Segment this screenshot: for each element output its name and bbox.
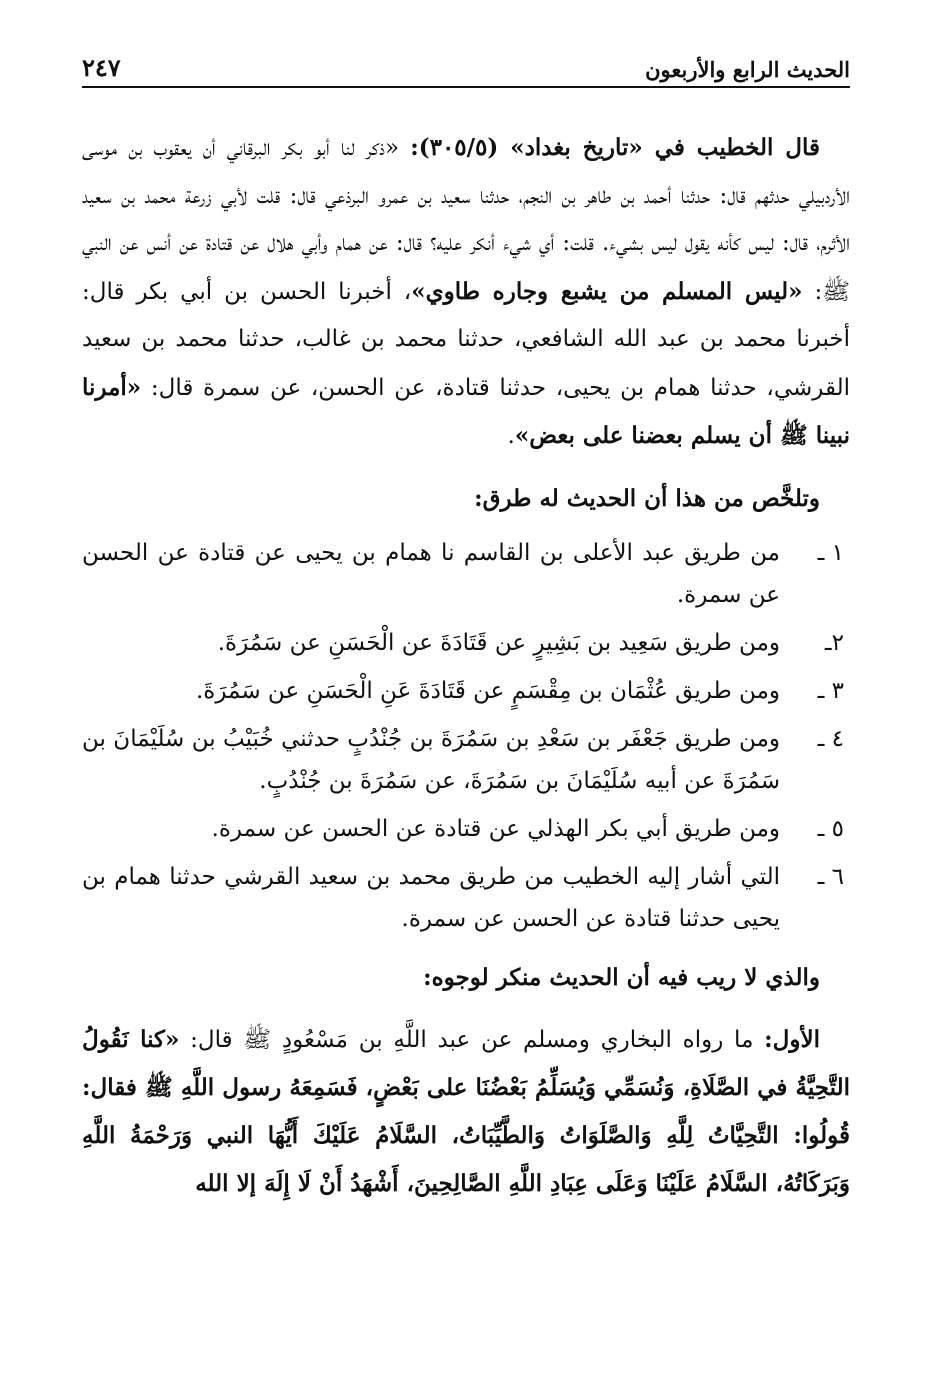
list-item-number: ٢ـ xyxy=(824,630,844,656)
hadith-quote: «كنا نَقُولُ التَّحِيَّةُ في الصَّلَاةِ، وَنُسَمِّي وَيُسَلِّمُ بَعْضُنَا على بَعْضٍ، فَسَمِعَهُ رسول اللَّهِ ﷺ فقال: قُولُوا: التَّحِيَّاتُ لِلَّهِ وَالصَّلَوَاتُ وَالطَّيِّبَاتُ، السَّلَامُ عَلَيْكَ أَيُّهَا النبي وَرَحْمَةُ اللَّهِ وَبَرَكَاتُهُ، السَّلَامُ عَلَيْنَا وَعَلَى عِبَادِ اللَّهِ الصَّالِحِينَ، أَشْهَدُ أَنْ لَا إِلَهَ إلا الله xyxy=(82,1025,850,1197)
list-item-number: ٤ ـ xyxy=(817,726,844,752)
list-item xyxy=(82,670,850,712)
paragraph-khatib-quote xyxy=(82,124,850,461)
list-item xyxy=(82,532,850,616)
list-item xyxy=(82,622,850,664)
page-header xyxy=(82,42,850,88)
list-item-text: ومن طريق سَعِيد بن بَشِيرٍ عن قَتَادَةَ عن الْحَسَنِ عن سَمُرَةَ. xyxy=(217,630,780,656)
section-heading-reasons: والذي لا ريب فيه أن الحديث منكر لوجوه: xyxy=(423,964,820,991)
list-item-text: ومن طريق جَعْفَر بن سَعْدِ بن سَمُرَةَ بن جُنْدُبٍ حدثني خُبَيْبُ بن سُلَيْمَانَ بن سَمُرَةَ عن أبيه سُلَيْمَانَ بن سَمُرَةَ، عن سَمُرَةَ بن جُنْدُبٍ. xyxy=(82,726,780,794)
page-body xyxy=(82,124,850,1208)
page-number: ٢٤٧ xyxy=(82,53,121,82)
section-heading-routes: وتلخَّص من هذا أن الحديث له طرق: xyxy=(474,484,820,512)
list-item-number: ٣ ـ xyxy=(817,678,844,704)
list-item-text: ومن طريق أبي بكر الهذلي عن قتادة عن الحسن عن سمرة. xyxy=(211,816,780,842)
hadith-quote: «أمرنا نبينا ﷺ أن يسلم بعضنا على بعض» xyxy=(82,373,850,449)
paragraph-text: ما رواه البخاري ومسلم عن عبد اللَّهِ بن مَسْعُودٍ ﷺ قال: xyxy=(179,1026,765,1053)
list-item-number: ١ ـ xyxy=(817,540,844,566)
list-item-text: من طريق عبد الأعلى بن القاسم نا همام بن يحيى عن قتادة عن الحسن عن سمرة. xyxy=(82,540,780,608)
paragraph-text: «ذكر لنا أبو بكر البرقاني أن يعقوب بن موسى الأردبيلي حدثهم قال: حدثنا أحمد بن طاهر بن النجم، حدثنا سعيد بن عمرو البرذعي قال: قلت لأبي زرعة محمد بن سعيد الأثرم، قال: ليس كأنه يقول ليس بشيء. قلت: أي شيء أنكر عليه؟ قال: عن همام وأبي هلال عن قتادة عن أنس عن النبي ﷺ: xyxy=(82,135,850,305)
running-title: الحديث الرابع والأربعون xyxy=(645,57,850,82)
list-item-number: ٥ ـ xyxy=(817,816,844,842)
paragraph-lead: الأول: xyxy=(764,1025,820,1053)
paragraph-first-reason xyxy=(82,1016,850,1208)
list-item xyxy=(82,808,850,850)
list-item-number: ٦ ـ xyxy=(817,864,844,890)
list-item-text: التي أشار إليه الخطيب من طريق محمد بن سعيد القرشي حدثنا همام بن يحيى حدثنا قتادة عن الحسن عن سمرة. xyxy=(82,864,780,932)
list-item xyxy=(82,718,850,802)
list-item-text: ومن طريق عُثْمَان بن مِقْسَمٍ عن قَتَادَةَ عَنِ الْحَسَنِ عن سَمُرَةَ. xyxy=(196,678,780,704)
list-item xyxy=(82,856,850,940)
hadith-quote: «ليس المسلم من يشبع وجاره طاوي» xyxy=(411,277,803,305)
paragraph-lead: قال الخطيب في «تاريخ بغداد» (٣٠٥/٥): xyxy=(410,134,820,161)
routes-list xyxy=(82,532,850,940)
paragraph-text: ، أخبرنا الحسن بن أبي بكر قال: أخبرنا محمد بن عبد الله الشافعي، حدثنا محمد بن غالب، حدثنا محمد بن سعيد القرشي، حدثنا همام بن يحيى، حدثنا قتادة، عن الحسن، عن سمرة قال: xyxy=(82,278,850,401)
document-page xyxy=(82,42,850,1208)
paragraph-text: . xyxy=(507,423,515,449)
